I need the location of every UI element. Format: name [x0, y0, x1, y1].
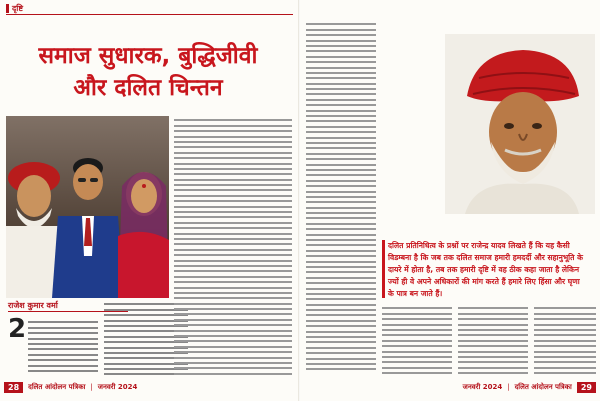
issue-date: जनवरी 2024: [97, 382, 138, 391]
body-column-4: [382, 304, 452, 376]
body-column-5: [458, 304, 528, 376]
portrait-photo-icon: [6, 116, 169, 298]
page-number: 28: [4, 382, 23, 393]
headline: [12, 40, 284, 104]
section-tag: [6, 3, 23, 14]
body-column-6: [534, 304, 596, 376]
body-column-3: [306, 20, 376, 376]
byline: राजेश कुमार वर्मा: [8, 301, 58, 310]
portrait-illustration-icon: [445, 34, 595, 214]
body-column-1a: [28, 318, 98, 376]
portrait-illustration: [445, 34, 595, 214]
page-number-right: 29: [577, 382, 596, 393]
magazine-name-right: दलित आंदोलन पत्रिका: [514, 382, 572, 391]
issue-date-right: जनवरी 2024: [462, 382, 503, 391]
footer-right: [458, 380, 596, 394]
portraits-image: [6, 116, 169, 298]
section-tag-bar: [6, 4, 9, 13]
drop-cap: 2: [8, 314, 27, 344]
section-tag-label: दृष्टि: [12, 4, 23, 13]
pullquote-bar: [382, 240, 385, 298]
magazine-name: दलित आंदोलन पत्रिका: [28, 382, 86, 391]
top-rule: [6, 14, 293, 15]
pull-quote: दलित प्रतिनिधित्व के प्रश्नों पर राजेन्द्र यादव लिखते हैं कि यह कैसी विडम्बना है कि जब तक दलित समाज हमारी हमदर्दी और सहानुभूति के दायरे में होता है, तब तक हमारी दृष्टि में वह ठीक कहा जाता है लेकिन ज्यों ही वे अपने अधिकारों की मांग करते हैं हमारे लिए हिंसा और घृणा के पात्र बन जाते हैं।: [388, 241, 583, 298]
footer-separator: |: [90, 383, 93, 391]
body-column-2: [174, 116, 292, 376]
footer-left: [4, 380, 142, 394]
headline-line-2: और दलित चिन्तन: [73, 75, 223, 101]
footer-separator-right: |: [507, 383, 510, 391]
headline-line-1: समाज सुधारक, बुद्धिजीवी: [38, 43, 258, 69]
